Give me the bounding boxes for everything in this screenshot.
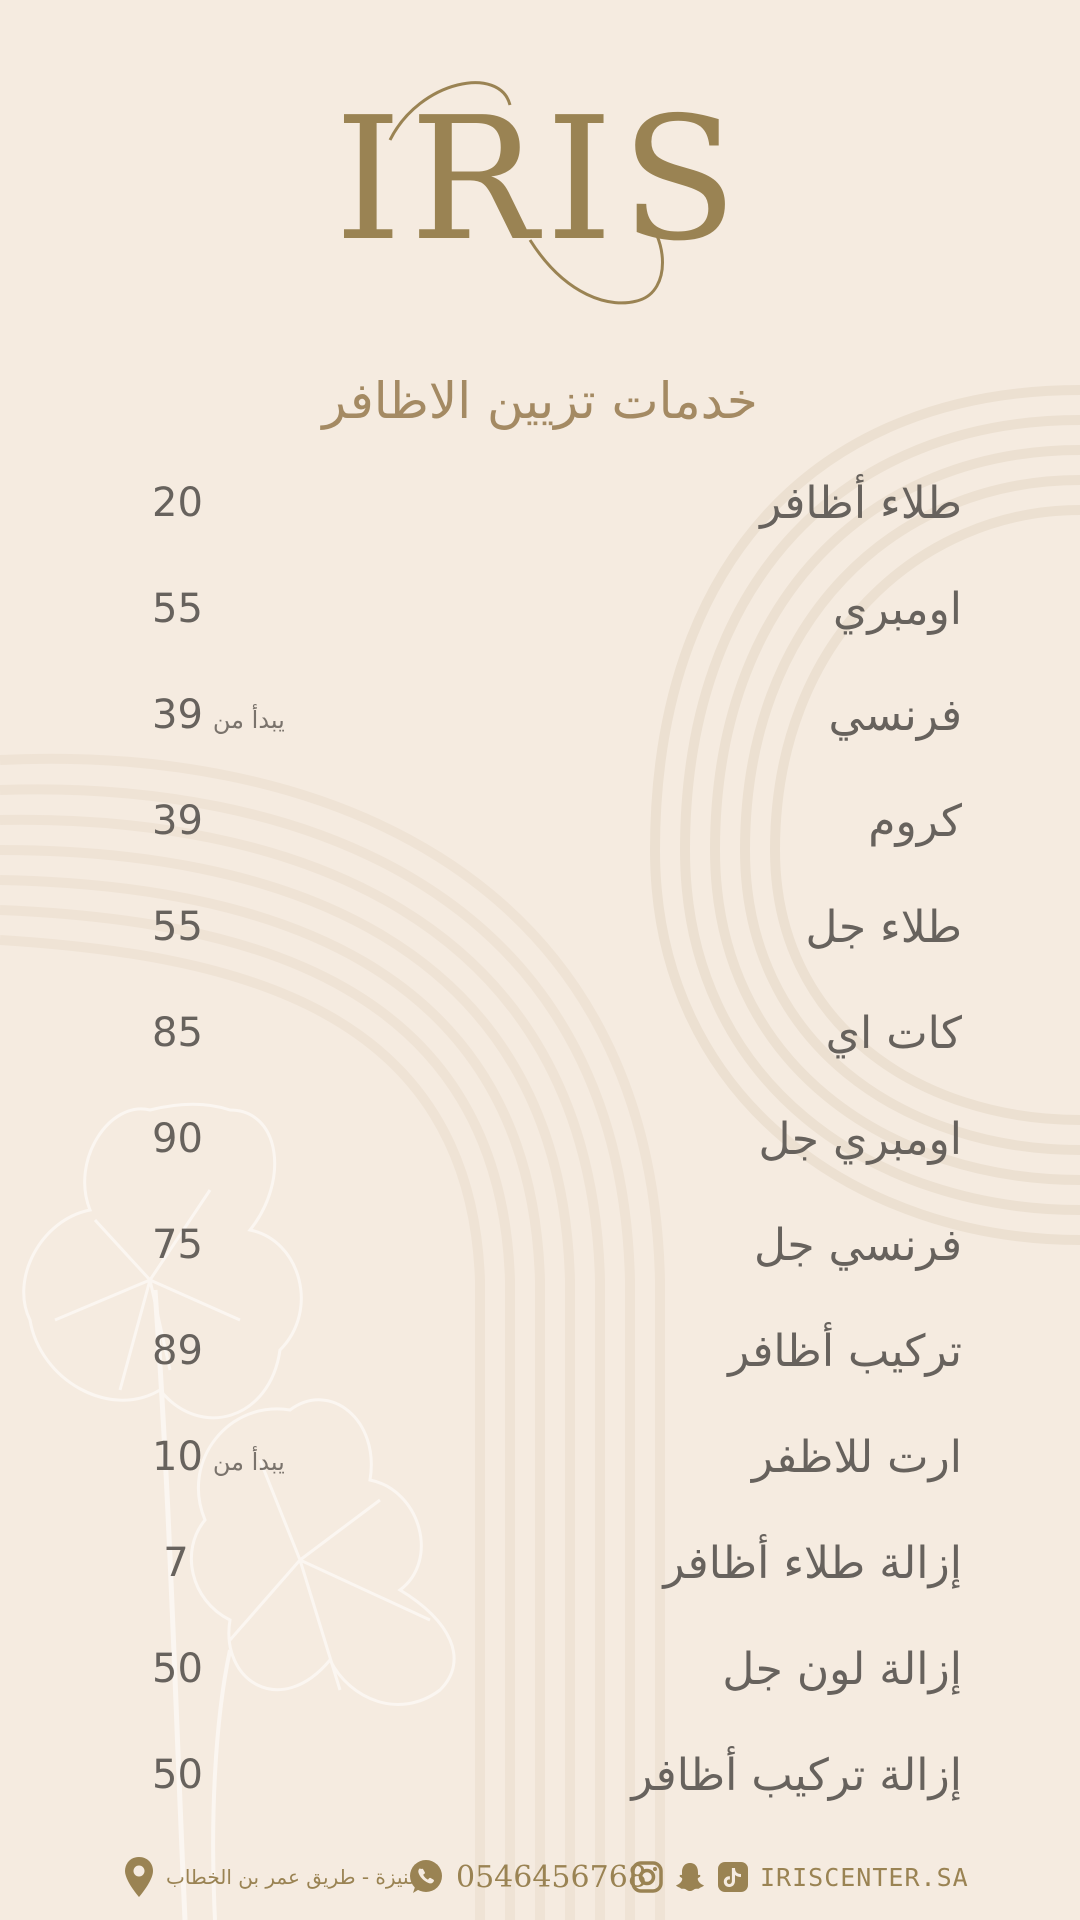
phone-link[interactable] [456, 1852, 647, 1902]
starting-from-label: يبدأ من [212, 1448, 285, 1476]
price-group [152, 1752, 203, 1798]
service-price: 85 [152, 1010, 203, 1056]
address-text: عنيزة - طريق عمر بن الخطاب [166, 1865, 421, 1889]
service-price: 55 [152, 586, 203, 632]
service-name: كروم [868, 796, 962, 847]
price-group [152, 586, 203, 632]
service-price: 10 [152, 1434, 203, 1480]
service-price: 20 [152, 480, 203, 526]
price-group [152, 1222, 203, 1268]
service-name: طلاء أظافر [760, 478, 962, 529]
price-group [152, 1116, 203, 1162]
menu-item [0, 778, 1080, 884]
starting-from-label: يبدأ من [212, 706, 285, 734]
service-price: 7 [163, 1540, 189, 1586]
menu-item [0, 1520, 1080, 1626]
service-price: 90 [152, 1116, 203, 1162]
location-pin-icon[interactable] [122, 1855, 156, 1899]
snapchat-icon[interactable] [673, 1860, 707, 1894]
menu-item [0, 1308, 1080, 1414]
brand-logo-text: IRIS [334, 81, 746, 279]
menu-item [0, 1414, 1080, 1520]
service-price: 39 [152, 692, 203, 738]
service-name: ارت للاظفر [751, 1432, 962, 1483]
menu-item [0, 672, 1080, 778]
price-group [152, 1646, 203, 1692]
website-link[interactable] [760, 1852, 969, 1902]
address-text-wrap [166, 1852, 421, 1902]
service-price: 89 [152, 1328, 203, 1374]
service-name: فرنسي جل [754, 1220, 962, 1271]
menu-item [0, 566, 1080, 672]
service-price: 50 [152, 1752, 203, 1798]
menu-item [0, 1626, 1080, 1732]
service-name: فرنسي [828, 690, 962, 741]
service-price: 50 [152, 1646, 203, 1692]
service-name: إزالة لون جل [722, 1644, 962, 1695]
menu-item [0, 460, 1080, 566]
service-name: اومبري [832, 584, 962, 635]
phone-number: 0546456768 [456, 1859, 647, 1895]
menu-item [0, 1202, 1080, 1308]
service-price: 39 [152, 798, 203, 844]
price-group [152, 1540, 200, 1586]
service-name: طلاء جل [805, 902, 962, 953]
price-group [152, 692, 285, 738]
service-name: تركيب أظافر [728, 1326, 962, 1377]
price-group [152, 798, 203, 844]
footer-bar [0, 1852, 1080, 1902]
service-name: اومبري جل [758, 1114, 962, 1165]
price-group [152, 1328, 203, 1374]
service-price: 75 [152, 1222, 203, 1268]
price-group [152, 904, 203, 950]
price-group [152, 1010, 203, 1056]
menu-item [0, 1732, 1080, 1838]
price-group [152, 1434, 285, 1480]
service-name: إزالة تركيب أظافر [631, 1750, 962, 1801]
price-group [152, 480, 203, 526]
menu-item [0, 884, 1080, 990]
page-title: خدمات تزيين الاظافر [322, 372, 758, 430]
menu-item [0, 1096, 1080, 1202]
service-name: كات اي [825, 1008, 962, 1059]
service-price: 55 [152, 904, 203, 950]
website-text: IRISCENTER.SA [760, 1862, 969, 1892]
service-name: إزالة طلاء أظافر [663, 1538, 962, 1589]
tiktok-icon[interactable] [716, 1860, 750, 1894]
menu-item [0, 990, 1080, 1096]
